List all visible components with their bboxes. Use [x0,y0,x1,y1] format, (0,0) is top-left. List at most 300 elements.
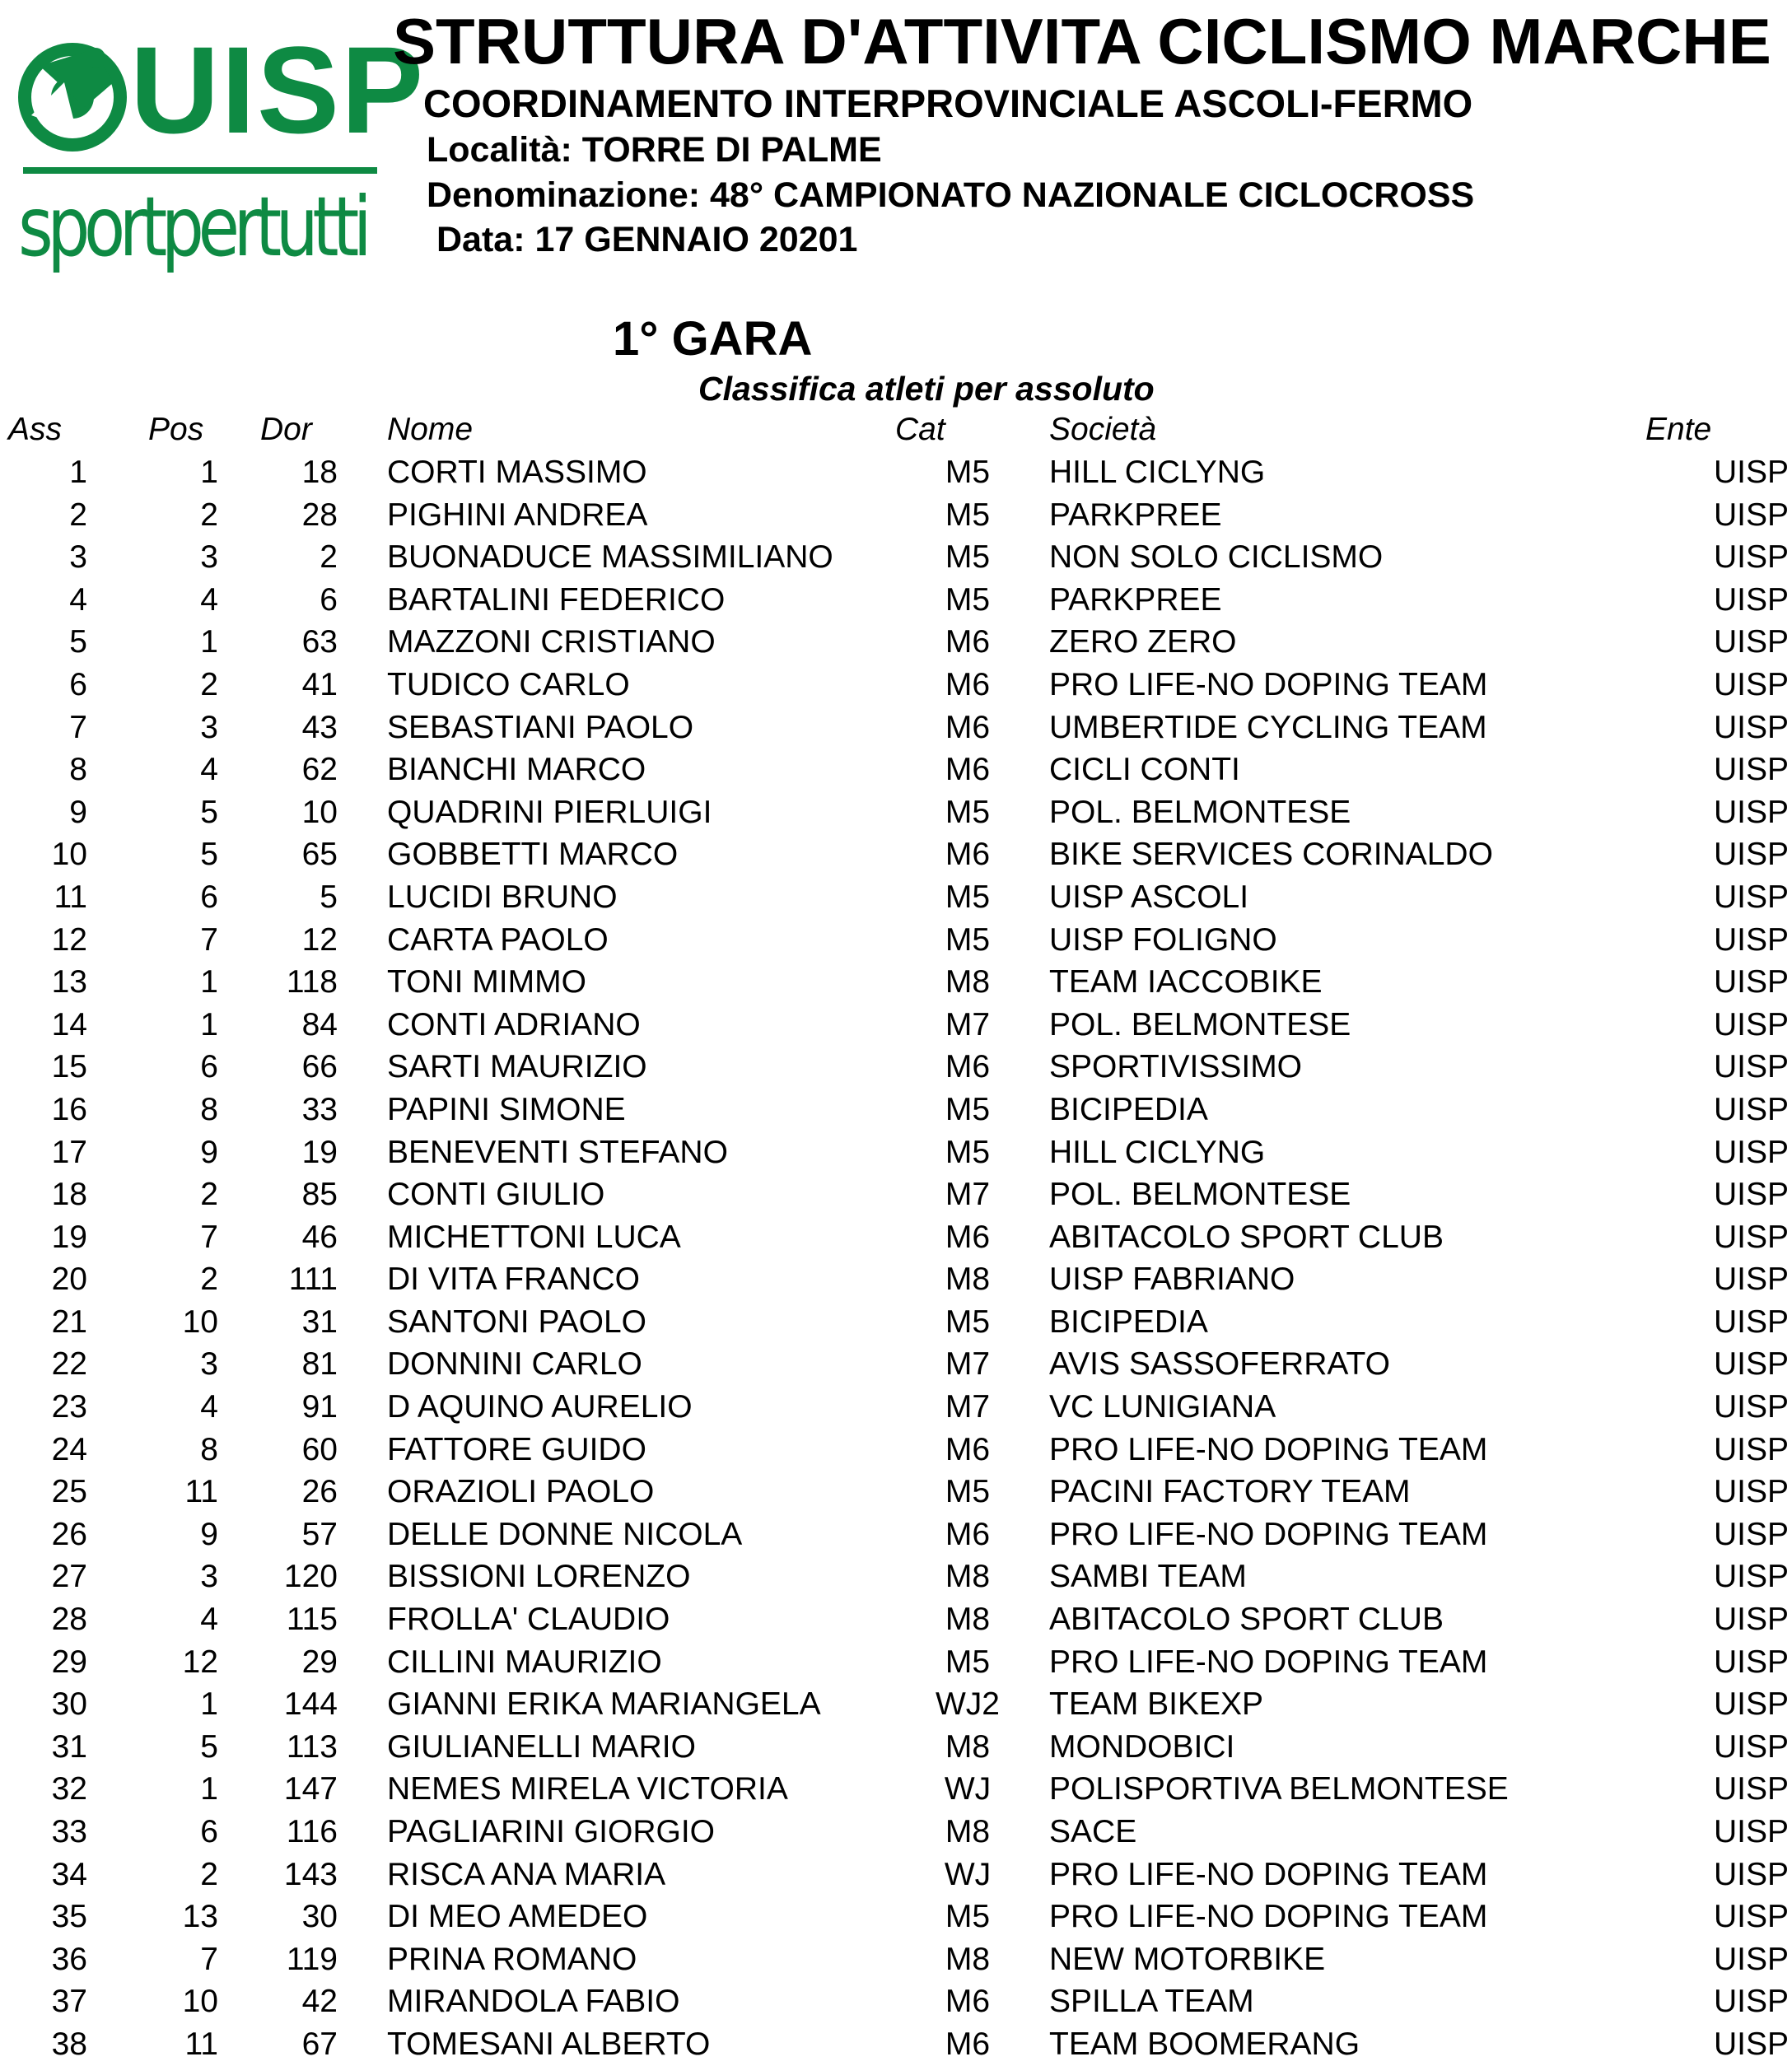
category-cell: M7 [945,1346,991,1383]
logo-divider [23,167,377,174]
athlete-name-cell: CILLINI MAURIZIO [387,1644,662,1680]
table-row [0,579,1792,622]
organization-cell: UISP [1713,1941,1789,1977]
cyclist-emblem-icon [15,33,130,156]
bib-number-cell: 6 [320,581,338,618]
athlete-name-cell: CONTI ADRIANO [387,1006,641,1042]
document-title: STRUTTURA D'ATTIVITA CICLISMO MARCHE [393,5,1771,77]
category-cell: M6 [945,1431,991,1467]
bib-number-cell: 60 [301,1431,338,1467]
rank-category-cell: 10 [182,1303,218,1340]
table-row [0,707,1792,749]
athlete-name-cell: TUDICO CARLO [387,666,630,702]
rank-overall-cell: 32 [51,1771,87,1807]
rank-overall-cell: 26 [51,1516,87,1552]
bib-number-cell: 147 [283,1771,338,1807]
category-cell: M5 [945,921,991,958]
organization-cell: UISP [1713,1516,1789,1552]
club-name-cell: UISP FABRIANO [1049,1262,1295,1298]
table-row [0,1471,1792,1513]
bib-number-cell: 29 [301,1644,338,1680]
club-name-cell: PARKPREE [1049,581,1222,618]
category-cell: M6 [945,666,991,702]
rank-overall-cell: 37 [51,1984,87,2020]
organization-cell: UISP [1713,1006,1789,1042]
category-cell: M5 [945,581,991,618]
bib-number-cell: 33 [301,1091,338,1127]
organization-cell: UISP [1713,1389,1789,1425]
table-row [0,1768,1792,1811]
rank-overall-cell: 23 [51,1389,87,1425]
club-name-cell: BICIPEDIA [1049,1303,1208,1340]
rank-overall-cell: 10 [51,837,87,873]
rank-overall-cell: 36 [51,1941,87,1977]
rank-overall-cell: 29 [51,1644,87,1680]
rank-category-cell: 9 [200,1134,218,1170]
club-name-cell: NEW MOTORBIKE [1049,1941,1326,1977]
table-row [0,1896,1792,1938]
club-name-cell: POL. BELMONTESE [1049,1006,1351,1042]
rank-overall-cell: 12 [51,921,87,958]
club-name-cell: TEAM IACCOBIKE [1049,964,1323,1000]
rank-overall-cell: 33 [51,1814,87,1849]
rank-overall-cell: 1 [69,455,87,490]
club-name-cell: TEAM BOOMERANG [1049,2026,1360,2062]
category-cell: M6 [945,2026,991,2062]
rank-overall-cell: 35 [51,1899,87,1935]
rank-overall-cell: 11 [54,879,87,915]
rank-category-cell: 2 [200,1856,218,1892]
organization-cell: UISP [1713,837,1789,873]
athlete-name-cell: SANTONI PAOLO [387,1303,646,1340]
category-cell: M6 [945,837,991,873]
rank-overall-cell: 16 [51,1091,87,1127]
rank-category-cell: 4 [200,1389,218,1425]
athlete-name-cell: CONTI GIULIO [387,1177,605,1213]
category-cell: M5 [945,1644,991,1680]
club-name-cell: AVIS SASSOFERRATO [1049,1346,1390,1383]
rank-category-cell: 2 [200,1177,218,1213]
table-row [0,1683,1792,1726]
bib-number-cell: 120 [283,1559,338,1595]
bib-number-cell: 10 [301,794,338,830]
bib-number-cell: 26 [301,1474,338,1510]
athlete-name-cell: DONNINI CARLO [387,1346,642,1383]
table-row [0,749,1792,791]
athlete-name-cell: BIANCHI MARCO [387,752,646,788]
rank-category-cell: 13 [182,1899,218,1935]
category-cell: M6 [945,1516,991,1552]
bib-number-cell: 85 [301,1177,338,1213]
rank-category-cell: 12 [182,1644,218,1680]
rank-overall-cell: 20 [51,1262,87,1298]
organization-cell: UISP [1713,752,1789,788]
club-name-cell: MONDOBICI [1049,1728,1235,1765]
athlete-name-cell: MICHETTONI LUCA [387,1219,681,1255]
table-row [0,536,1792,579]
rank-category-cell: 1 [200,1006,218,1042]
organization-cell: UISP [1713,1091,1789,1127]
rank-category-cell: 4 [200,581,218,618]
rank-overall-cell: 4 [69,581,87,618]
athlete-name-cell: BARTALINI FEDERICO [387,581,726,618]
club-name-cell: UISP ASCOLI [1049,879,1249,915]
organization-cell: UISP [1713,921,1789,958]
athlete-name-cell: BENEVENTI STEFANO [387,1134,728,1170]
table-row [0,1173,1792,1216]
bib-number-cell: 65 [301,837,338,873]
organization-cell: UISP [1713,1644,1789,1680]
table-row [0,1811,1792,1854]
logo-brand-text: UISP [130,21,426,159]
organization-cell: UISP [1713,1177,1789,1213]
table-row [0,919,1792,962]
category-cell: WJ [944,1856,992,1892]
rank-overall-cell: 24 [51,1431,87,1467]
organization-cell: UISP [1713,1686,1789,1723]
rank-overall-cell: 28 [51,1602,87,1638]
bib-number-cell: 31 [301,1303,338,1340]
rank-category-cell: 2 [200,666,218,702]
bib-number-cell: 119 [286,1941,338,1977]
rank-category-cell: 1 [200,455,218,490]
athlete-name-cell: ORAZIOLI PAOLO [387,1474,655,1510]
table-row [0,664,1792,707]
bib-number-cell: 19 [301,1134,338,1170]
rank-overall-cell: 34 [51,1856,87,1892]
organization-cell: UISP [1713,1728,1789,1765]
table-row [0,876,1792,919]
organization-cell: UISP [1713,666,1789,702]
column-header-nome: Nome [387,412,474,447]
table-row [0,1004,1792,1047]
rank-category-cell: 7 [200,1941,218,1977]
table-row [0,1216,1792,1259]
table-row [0,1854,1792,1896]
organization-cell: UISP [1713,1899,1789,1935]
athlete-name-cell: FATTORE GUIDO [387,1431,646,1467]
athlete-name-cell: NEMES MIRELA VICTORIA [387,1771,788,1807]
bib-number-cell: 5 [320,879,338,915]
club-name-cell: UMBERTIDE CYCLING TEAM [1049,709,1487,745]
bib-number-cell: 118 [286,964,338,1000]
athlete-name-cell: MAZZONI CRISTIANO [387,624,716,660]
column-header-ente: Ente [1645,412,1712,447]
club-name-cell: SPORTIVISSIMO [1049,1049,1303,1085]
rank-overall-cell: 13 [51,964,87,1000]
rank-category-cell: 9 [200,1516,218,1552]
table-row [0,1726,1792,1769]
athlete-name-cell: GIANNI ERIKA MARIANGELA [387,1686,821,1723]
athlete-name-cell: TOMESANI ALBERTO [387,2026,711,2062]
club-name-cell: PRO LIFE-NO DOPING TEAM [1049,1516,1488,1552]
rank-category-cell: 4 [200,1602,218,1638]
rank-category-cell: 1 [200,1771,218,1807]
table-row [0,1555,1792,1598]
rank-category-cell: 8 [200,1431,218,1467]
rank-category-cell: 2 [200,497,218,533]
rank-category-cell: 4 [200,752,218,788]
rank-overall-cell: 5 [69,624,87,660]
athlete-name-cell: DELLE DONNE NICOLA [387,1516,743,1552]
organization-cell: UISP [1713,709,1789,745]
rank-overall-cell: 19 [51,1219,87,1255]
club-name-cell: PRO LIFE-NO DOPING TEAM [1049,1899,1488,1935]
organization-cell: UISP [1713,1219,1789,1255]
bib-number-cell: 81 [301,1346,338,1383]
rank-category-cell: 3 [200,1559,218,1595]
organization-cell: UISP [1713,581,1789,618]
category-cell: M8 [945,1559,991,1595]
category-cell: M8 [945,1728,991,1765]
club-name-cell: VC LUNIGIANA [1049,1389,1276,1425]
bib-number-cell: 67 [301,2026,338,2062]
column-header-dor: Dor [260,412,312,447]
table-row [0,1429,1792,1471]
rank-category-cell: 3 [200,539,218,576]
table-row [0,1980,1792,2023]
organization-cell: UISP [1713,624,1789,660]
organization-cell: UISP [1713,1474,1789,1510]
organization-cell: UISP [1713,964,1789,1000]
category-cell: M8 [945,1602,991,1638]
rank-overall-cell: 21 [51,1303,87,1340]
column-header-societa: Società [1049,412,1157,447]
rank-category-cell: 7 [200,1219,218,1255]
category-cell: M6 [945,624,991,660]
rank-category-cell: 5 [200,1728,218,1765]
table-row [0,1046,1792,1089]
category-cell: M6 [945,1049,991,1085]
category-cell: M8 [945,1814,991,1849]
rank-overall-cell: 8 [69,752,87,788]
club-name-cell: UISP FOLIGNO [1049,921,1277,958]
bib-number-cell: 84 [301,1006,338,1042]
athlete-name-cell: MIRANDOLA FABIO [387,1984,680,2020]
table-row [0,1513,1792,1556]
rank-category-cell: 6 [200,1814,218,1849]
club-name-cell: SPILLA TEAM [1049,1984,1254,2020]
bib-number-cell: 12 [301,921,338,958]
category-cell: M5 [945,1899,991,1935]
bib-number-cell: 57 [301,1516,338,1552]
category-cell: M5 [945,879,991,915]
athlete-name-cell: PAPINI SIMONE [387,1091,626,1127]
club-name-cell: POL. BELMONTESE [1049,1177,1351,1213]
bib-number-cell: 42 [301,1984,338,2020]
category-cell: M6 [945,752,991,788]
category-cell: M8 [945,964,991,1000]
organization-cell: UISP [1713,1856,1789,1892]
athlete-name-cell: GOBBETTI MARCO [387,837,679,873]
category-cell: M7 [945,1389,991,1425]
bib-number-cell: 143 [283,1856,338,1892]
bib-number-cell: 115 [286,1602,338,1638]
bib-number-cell: 144 [283,1686,338,1723]
bib-number-cell: 2 [320,539,338,576]
rank-category-cell: 5 [200,837,218,873]
category-cell: M8 [945,1941,991,1977]
rank-category-cell: 10 [182,1984,218,2020]
athlete-name-cell: DI VITA FRANCO [387,1262,640,1298]
rank-overall-cell: 2 [69,497,87,533]
rank-overall-cell: 18 [51,1177,87,1213]
logo-tagline: sportpertutti [18,179,366,275]
table-row [0,1131,1792,1174]
organization-cell: UISP [1713,539,1789,576]
rank-overall-cell: 14 [51,1006,87,1042]
athlete-name-cell: CORTI MASSIMO [387,455,647,490]
bib-number-cell: 111 [288,1262,338,1298]
rank-overall-cell: 15 [51,1049,87,1085]
bib-number-cell: 46 [301,1219,338,1255]
table-row [0,621,1792,664]
club-name-cell: ABITACOLO SPORT CLUB [1049,1219,1444,1255]
bib-number-cell: 41 [301,666,338,702]
table-row [0,833,1792,876]
club-name-cell: PRO LIFE-NO DOPING TEAM [1049,1856,1488,1892]
club-name-cell: PARKPREE [1049,497,1222,533]
club-name-cell: HILL CICLYNG [1049,1134,1266,1170]
category-cell: WJ [944,1771,992,1807]
column-header-ass: Ass [8,412,63,447]
organization-cell: UISP [1713,1559,1789,1595]
athlete-name-cell: SEBASTIANI PAOLO [387,709,694,745]
rank-category-cell: 6 [200,879,218,915]
rank-category-cell: 8 [200,1091,218,1127]
classification-title: Classifica atleti per assoluto [698,370,1155,408]
category-cell: M6 [945,1984,991,2020]
athlete-name-cell: CARTA PAOLO [387,921,609,958]
organization-cell: UISP [1713,1134,1789,1170]
athlete-name-cell: RISCA ANA MARIA [387,1856,666,1892]
club-name-cell: SAMBI TEAM [1049,1559,1247,1595]
athlete-name-cell: SARTI MAURIZIO [387,1049,647,1085]
rank-overall-cell: 3 [69,539,87,576]
club-name-cell: ZERO ZERO [1049,624,1237,660]
organization-cell: UISP [1713,1814,1789,1849]
athlete-name-cell: LUCIDI BRUNO [387,879,618,915]
category-cell: M5 [945,539,991,576]
rank-overall-cell: 38 [51,2026,87,2062]
category-cell: M6 [945,1219,991,1255]
column-header-pos: Pos [148,412,204,447]
rank-overall-cell: 22 [51,1346,87,1383]
club-name-cell: BIKE SERVICES CORINALDO [1049,837,1493,873]
category-cell: M7 [945,1177,991,1213]
organization-cell: UISP [1713,1431,1789,1467]
rank-category-cell: 7 [200,921,218,958]
category-cell: M5 [945,794,991,830]
club-name-cell: POLISPORTIVA BELMONTESE [1049,1771,1509,1807]
bib-number-cell: 66 [301,1049,338,1085]
club-name-cell: PRO LIFE-NO DOPING TEAM [1049,1644,1488,1680]
rank-overall-cell: 25 [51,1474,87,1510]
bib-number-cell: 62 [301,752,338,788]
organization-cell: UISP [1713,794,1789,830]
organization-cell: UISP [1713,1984,1789,2020]
table-row [0,494,1792,537]
bib-number-cell: 63 [301,624,338,660]
club-name-cell: ABITACOLO SPORT CLUB [1049,1602,1444,1638]
table-row [0,1258,1792,1301]
rank-category-cell: 3 [200,1346,218,1383]
bib-number-cell: 30 [301,1899,338,1935]
bib-number-cell: 18 [301,455,338,490]
uisp-logo [15,21,426,278]
athlete-name-cell: QUADRINI PIERLUIGI [387,794,712,830]
event-location: Località: TORRE DI PALME [427,130,882,170]
rank-overall-cell: 27 [51,1559,87,1595]
table-row [0,1641,1792,1684]
athlete-name-cell: PAGLIARINI GIORGIO [387,1814,716,1849]
table-row [0,961,1792,1004]
club-name-cell: PRO LIFE-NO DOPING TEAM [1049,666,1488,702]
club-name-cell: HILL CICLYNG [1049,455,1266,490]
organization-cell: UISP [1713,1602,1789,1638]
organization-cell: UISP [1713,1262,1789,1298]
bib-number-cell: 43 [301,709,338,745]
athlete-name-cell: DI MEO AMEDEO [387,1899,648,1935]
athlete-name-cell: D AQUINO AURELIO [387,1389,693,1425]
rank-overall-cell: 7 [69,709,87,745]
athlete-name-cell: FROLLA' CLAUDIO [387,1602,670,1638]
rank-category-cell: 5 [200,794,218,830]
category-cell: M5 [945,1474,991,1510]
club-name-cell: POL. BELMONTESE [1049,794,1351,830]
race-title: 1° GARA [613,312,813,366]
table-row [0,1598,1792,1641]
athlete-name-cell: PIGHINI ANDREA [387,497,648,533]
athlete-name-cell: TONI MIMMO [387,964,586,1000]
athlete-name-cell: BISSIONI LORENZO [387,1559,691,1595]
column-header-cat: Cat [895,412,945,447]
club-name-cell: PACINI FACTORY TEAM [1049,1474,1411,1510]
bib-number-cell: 91 [301,1389,338,1425]
rank-overall-cell: 17 [51,1134,87,1170]
athlete-name-cell: BUONADUCE MASSIMILIANO [387,539,833,576]
category-cell: M5 [945,1091,991,1127]
rank-category-cell: 1 [200,964,218,1000]
table-row [0,2023,1792,2066]
rank-category-cell: 3 [200,709,218,745]
event-denomination: Denominazione: 48° CAMPIONATO NAZIONALE CICLOCROSS [427,175,1475,215]
rank-overall-cell: 30 [51,1686,87,1723]
organization-cell: UISP [1713,879,1789,915]
table-row [0,1938,1792,1981]
organization-cell: UISP [1713,1771,1789,1807]
rank-category-cell: 2 [200,1262,218,1298]
event-date: Data: 17 GENNAIO 20201 [436,220,858,259]
bib-number-cell: 113 [286,1728,338,1765]
table-row [0,1343,1792,1386]
document-subtitle: COORDINAMENTO INTERPROVINCIALE ASCOLI-FERMO [423,82,1473,125]
organization-cell: UISP [1713,1303,1789,1340]
club-name-cell: PRO LIFE-NO DOPING TEAM [1049,1431,1488,1467]
organization-cell: UISP [1713,1049,1789,1085]
category-cell: M5 [945,497,991,533]
bib-number-cell: 28 [301,497,338,533]
table-row [0,791,1792,834]
club-name-cell: CICLI CONTI [1049,752,1240,788]
organization-cell: UISP [1713,455,1789,490]
club-name-cell: SACE [1049,1814,1137,1849]
table-row [0,1301,1792,1344]
category-cell: WJ2 [936,1686,1000,1723]
category-cell: M6 [945,709,991,745]
rank-category-cell: 11 [184,2026,218,2062]
table-row [0,1089,1792,1131]
